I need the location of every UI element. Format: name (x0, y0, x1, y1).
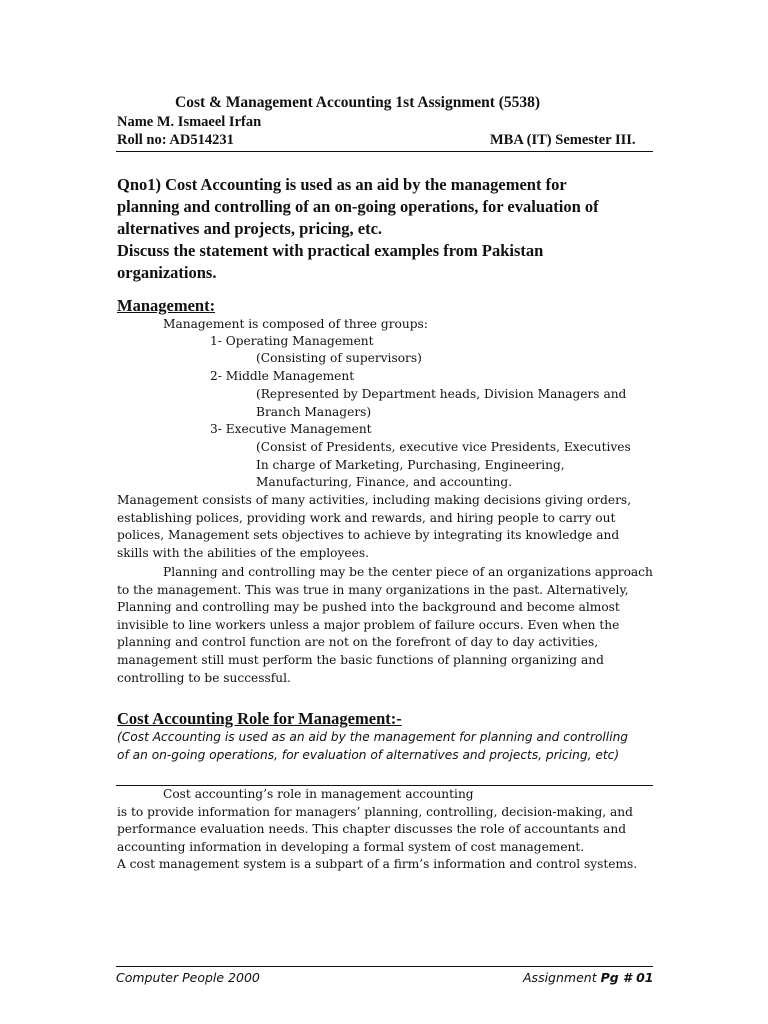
question-line: organizations. (117, 263, 217, 282)
footer-assignment-label: Assignment (523, 970, 601, 985)
group-1-label (210, 333, 374, 351)
question-line: Discuss the statement with practical examples from Pakistan (117, 241, 544, 260)
group-desc-line: (Consisting of supervisors) (256, 351, 422, 365)
group-desc-line: Branch Managers) (256, 404, 372, 419)
paragraph-line: management still must perform the basic functions of planning organizing and (117, 652, 604, 667)
paragraph-line: to the management. This was true in many organizations in the past. Alternatively, (117, 582, 629, 597)
paragraph-line: accounting information in developing a formal system of cost management. (117, 839, 585, 854)
quote-line: (Cost Accounting is used as an aid by the management for planning and controlling (117, 730, 629, 744)
quote-line: of an on-going operations, for evaluation of alternatives and projects, pricing, etc) (117, 748, 620, 762)
paragraph-line: establishing polices, providing work and rewards, and hiring people to carry out (117, 510, 616, 525)
paragraph-line: Management consists of many activities, including making decisions giving orders, (117, 493, 632, 507)
question-line: alternatives and projects, pricing, etc. (117, 219, 383, 238)
group-3-label (210, 421, 372, 439)
group-label: 2- Middle Management (210, 369, 355, 383)
question-line: planning and controlling of an on-going operations, for evaluation of (117, 197, 599, 216)
page-number: Pg # 01 (600, 970, 654, 985)
group-label: 1- Operating Management (210, 334, 374, 348)
paragraph-line: skills with the abilities of the employees. (117, 545, 369, 560)
group-desc-line: Manufacturing, Finance, and accounting. (256, 475, 513, 490)
paragraph-line: Planning and controlling may be pushed into the background and become almost (117, 600, 620, 615)
paragraph-line: planning and control function are not on the forefront of day to day activities, (117, 635, 599, 650)
paragraph-line: polices, Management sets objectives to achieve by integrating its knowledge and (117, 528, 620, 543)
group-desc-line: (Consist of Presidents, executive vice Presidents, Executives (256, 440, 631, 454)
document-title: Cost & Management Accounting 1st Assignment (5538) (175, 94, 541, 111)
paragraph-line: performance evaluation needs. This chapter discusses the role of accountants and (117, 822, 627, 837)
paragraph-line: Planning and controlling may be the center piece of an organizations approach (163, 565, 653, 579)
header-divider (116, 151, 653, 152)
roll-number: Roll no: AD514231 (117, 132, 234, 148)
cost-role-quote (117, 728, 628, 764)
group-desc-line: In charge of Marketing, Purchasing, Engineering, (256, 457, 565, 472)
paragraph-line: is to provide information for managers’ planning, controlling, decision-making, and (117, 804, 633, 819)
paragraph-line: A cost management system is a subpart of a firm’s information and control systems. (117, 857, 638, 872)
management-paragraph-2 (117, 564, 653, 687)
footer-divider (116, 966, 653, 967)
group-2-desc (256, 386, 626, 421)
student-name: Name M. Ismaeel Irfan (117, 114, 262, 130)
paragraph-line: controlling to be successful. (117, 670, 291, 685)
paragraph-line: invisible to line workers unless a major problem of failure occurs. Even when the (117, 617, 620, 632)
group-2-label (210, 368, 354, 386)
management-paragraph-1 (117, 492, 631, 562)
paragraph-line: Cost accounting’s role in management accounting (163, 787, 474, 801)
cost-role-paragraph (117, 786, 637, 874)
intro-line: Management is composed of three groups: (163, 317, 428, 331)
footer-left: Computer People 2000 (116, 970, 260, 985)
group-1-desc (256, 350, 422, 368)
program-semester: MBA (IT) Semester III. (490, 132, 636, 148)
group-3-desc (256, 439, 631, 492)
management-heading: Management: (117, 296, 216, 315)
question-line: Qno1) Cost Accounting is used as an aid by the management for (117, 175, 567, 194)
group-label: 3- Executive Management (210, 422, 372, 436)
question-block (117, 174, 657, 284)
cost-accounting-heading: Cost Accounting Role for Management:- (117, 709, 402, 728)
footer-right (523, 970, 653, 985)
group-desc-line: (Represented by Department heads, Division Managers and (256, 387, 627, 401)
management-intro (163, 316, 428, 334)
